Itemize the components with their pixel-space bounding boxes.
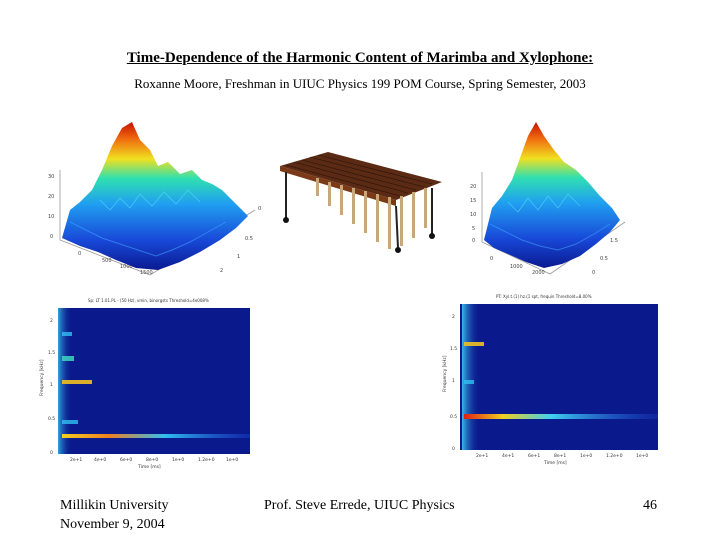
svg-text:1000: 1000 xyxy=(510,264,523,270)
svg-text:5: 5 xyxy=(472,226,476,232)
svg-text:0: 0 xyxy=(472,238,476,244)
svg-text:0.5: 0.5 xyxy=(245,236,253,242)
svg-text:2: 2 xyxy=(50,319,53,324)
svg-text:1000: 1000 xyxy=(120,264,133,270)
slide-subtitle: Roxanne Moore, Freshman in UIUC Physics 199 POM Course, Spring Semester, 2003 xyxy=(134,76,586,91)
svg-text:0.5: 0.5 xyxy=(450,415,458,420)
svg-text:4e+1: 4e+1 xyxy=(502,454,515,459)
svg-text:0: 0 xyxy=(452,447,455,452)
svg-text:2e+1: 2e+1 xyxy=(476,454,489,459)
svg-text:8e+0: 8e+0 xyxy=(146,458,159,463)
svg-text:1e+0: 1e+0 xyxy=(580,454,593,459)
institution-name: Millikin University xyxy=(60,498,169,513)
svg-text:Sp: LT 1.01.PL - (50 Hz), vmin: Sp: LT 1.01.PL - (50 Hz), vmin, binorgsts Threshold=4e008% xyxy=(88,298,209,303)
svg-text:2000: 2000 xyxy=(532,270,545,276)
svg-text:Time [ms]: Time [ms] xyxy=(544,461,567,466)
svg-text:0.5: 0.5 xyxy=(600,256,608,262)
footer-left xyxy=(60,496,169,534)
svg-text:0: 0 xyxy=(50,451,53,456)
marimba-spectrogram xyxy=(38,296,254,472)
svg-text:0.5: 0.5 xyxy=(48,417,56,422)
svg-text:Frequency [kHz]: Frequency [kHz] xyxy=(40,359,45,396)
svg-text:2: 2 xyxy=(220,268,224,274)
svg-text:1.5: 1.5 xyxy=(610,238,618,244)
svg-text:15: 15 xyxy=(470,198,477,204)
svg-text:1.5: 1.5 xyxy=(48,351,56,356)
svg-text:2: 2 xyxy=(452,315,455,320)
svg-text:500: 500 xyxy=(102,258,112,264)
svg-text:0: 0 xyxy=(258,206,262,212)
svg-text:8e+1: 8e+1 xyxy=(554,454,567,459)
slide-title: Time-Dependence of the Harmonic Content of Marimba and Xylophone: xyxy=(126,50,594,66)
svg-text:1: 1 xyxy=(50,383,53,388)
presentation-date: November 9, 2004 xyxy=(60,517,165,532)
svg-text:6e+1: 6e+1 xyxy=(528,454,541,459)
svg-text:30: 30 xyxy=(48,174,55,180)
svg-text:1: 1 xyxy=(452,379,455,384)
svg-text:10: 10 xyxy=(470,212,477,218)
xylophone-3d-surface-plot xyxy=(460,112,635,284)
svg-text:Frequency [kHz]: Frequency [kHz] xyxy=(443,355,448,392)
marimba-3d-surface-plot xyxy=(40,110,270,285)
svg-text:1e+0: 1e+0 xyxy=(636,454,649,459)
page-number: 46 xyxy=(643,498,657,513)
presenter-name: Prof. Steve Errede, UIUC Physics xyxy=(264,498,455,513)
xylophone-spectrogram xyxy=(440,290,662,466)
svg-text:20: 20 xyxy=(470,184,477,190)
svg-text:6e+0: 6e+0 xyxy=(120,458,133,463)
svg-text:Time [ms]: Time [ms] xyxy=(138,465,161,470)
svg-text:2e+1: 2e+1 xyxy=(70,458,83,463)
svg-text:0: 0 xyxy=(490,256,494,262)
svg-text:10: 10 xyxy=(48,214,55,220)
svg-text:20: 20 xyxy=(48,194,55,200)
svg-text:PT: Xyl.t.(1) hz.(1 spt, frequ: PT: Xyl.t.(1) hz.(1 spt, frequin Threshold=8.00% xyxy=(496,294,592,299)
svg-text:1e+0: 1e+0 xyxy=(226,458,239,463)
marimba-instrument-image xyxy=(276,138,444,266)
svg-text:0: 0 xyxy=(78,251,82,257)
svg-text:0: 0 xyxy=(50,234,54,240)
svg-text:1.5: 1.5 xyxy=(450,347,458,352)
svg-text:1500: 1500 xyxy=(140,270,153,276)
svg-text:1: 1 xyxy=(237,254,241,260)
svg-text:1e+0: 1e+0 xyxy=(172,458,185,463)
svg-text:1.2e+0: 1.2e+0 xyxy=(606,454,623,459)
svg-text:1.2e+0: 1.2e+0 xyxy=(198,458,215,463)
svg-text:4e+0: 4e+0 xyxy=(94,458,107,463)
svg-text:0: 0 xyxy=(592,270,596,276)
